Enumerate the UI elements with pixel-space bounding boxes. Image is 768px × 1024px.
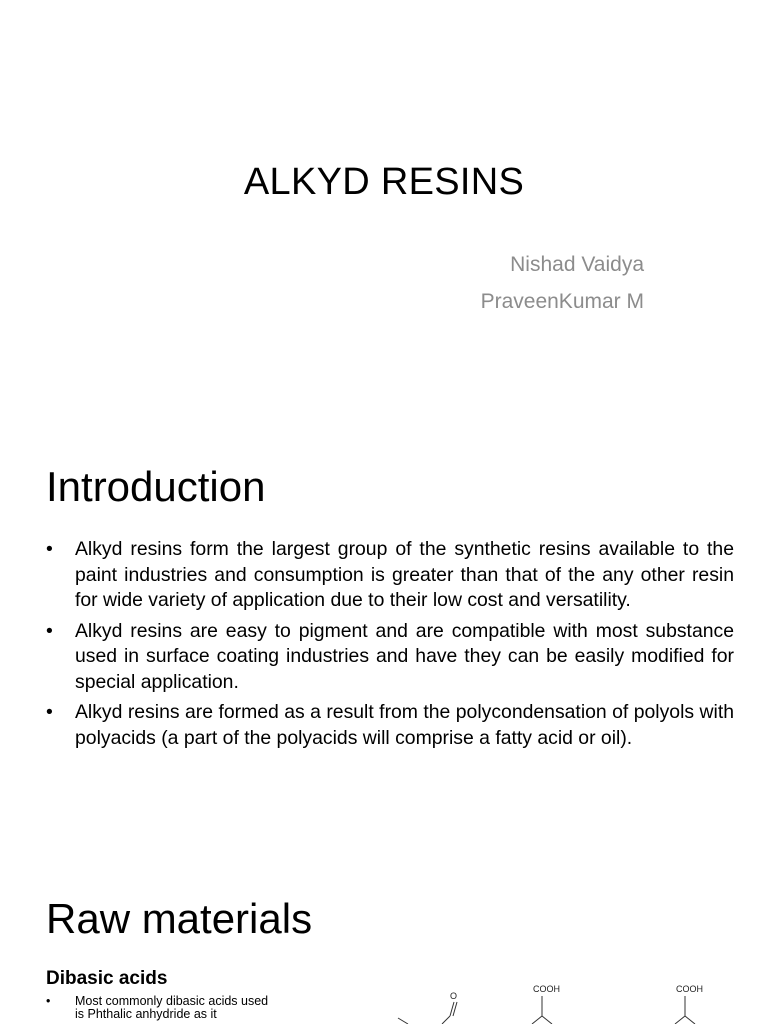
bullet-icon: • xyxy=(46,538,53,560)
bullet-icon: • xyxy=(46,701,53,723)
bullet-icon: • xyxy=(46,619,53,642)
cooh-label-2: COOH xyxy=(676,984,703,994)
title-slide xyxy=(0,0,768,432)
bullet-text: Alkyd resins are easy to pigment and are compatible with most substance used in surface coating industries and have they can be easily modified for special application. xyxy=(75,619,734,693)
slide-title: ALKYD RESINS xyxy=(243,161,525,203)
bullet-item xyxy=(46,700,734,751)
bullet-item xyxy=(46,537,734,614)
author-name-1: Nishad Vaidya xyxy=(510,253,644,276)
raw-materials-heading: Raw materials xyxy=(46,895,313,942)
dibasic-acids-subheading: Dibasic acids xyxy=(46,968,168,989)
bullet-text: Alkyd resins form the largest group of the synthetic resins available to the paint industries and consumption is greater than that of the any other resin for wide variety of application due to their low cost and versatility. xyxy=(75,538,734,611)
bullet-item xyxy=(46,995,276,1021)
dibasic-bullet-list xyxy=(46,995,276,1021)
cooh-label-1: COOH xyxy=(533,984,560,994)
cooh-structure-2 xyxy=(675,984,703,1024)
phthalic-anhydride-structure xyxy=(398,991,457,1024)
oxygen-label: O xyxy=(450,991,458,1001)
raw-materials-slide xyxy=(0,864,768,1024)
introduction-heading: Introduction xyxy=(46,463,266,510)
bullet-text: Most commonly dibasic acids used is Phthalic anhydride as it xyxy=(75,994,269,1021)
bullet-item xyxy=(46,619,734,696)
author-name-2: PraveenKumar M xyxy=(480,290,644,313)
chemical-structures-diagram xyxy=(380,982,768,1024)
cooh-structure-1 xyxy=(532,984,560,1024)
introduction-slide xyxy=(0,432,768,864)
bullet-icon: • xyxy=(46,994,51,1008)
introduction-bullet-list xyxy=(46,537,734,756)
bullet-text: Alkyd resins are formed as a result from the polycondensation of polyols with polyacids (a part of the polyacids will comprise a fatty acid or oil). xyxy=(75,701,734,749)
